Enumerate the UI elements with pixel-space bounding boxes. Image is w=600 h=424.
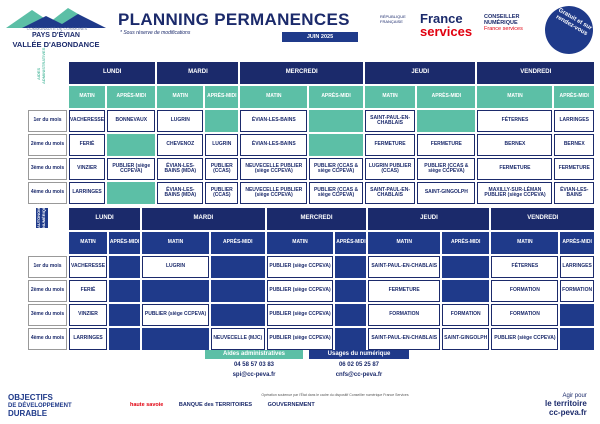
week-label: 2ème du mois — [28, 134, 67, 156]
schedule-cell: LUGRIN PUBLIER (CCAS) — [365, 158, 415, 180]
slot-header: MATIN — [477, 86, 552, 108]
admin-email[interactable]: spi@cc-peva.fr — [232, 372, 276, 378]
schedule-cell: ÉVIAN-LES-BAINS — [240, 110, 307, 132]
table-row — [28, 328, 594, 350]
day-header: JEUDI — [365, 62, 476, 84]
schedule-cell — [417, 110, 475, 132]
schedule-cell: PUBLIER (CCAS & siège CCPEVA) — [309, 182, 363, 204]
schedule-cell: NEUVECELLE PUBLIER (siège CCPEVA) — [240, 158, 307, 180]
corner-cell — [28, 203, 67, 230]
schedule-cell: ÉVIAN-LES-BAINS — [240, 134, 307, 156]
schedule-cell: SAINT-PAUL-EN-CHABLAIS — [368, 328, 439, 350]
page-title: PLANNING PERMANENCES — [118, 10, 350, 29]
day-header: MERCREDI — [240, 62, 362, 84]
slot-header: MATIN — [69, 86, 105, 108]
week-label: 3ème du mois — [28, 158, 67, 180]
schedule-cell — [442, 256, 490, 278]
schedule-cell: CHEVENOZ — [157, 134, 203, 156]
schedule-cell: FERMETURE — [554, 158, 594, 180]
schedule-cell — [560, 304, 594, 326]
schedule-cell — [335, 256, 366, 278]
fs-word1: France — [420, 11, 463, 26]
week-label: 1er du mois — [28, 256, 67, 278]
schedule-cell: LUGRIN — [142, 256, 209, 278]
schedule-cell: PUBLIER (CCAS) — [205, 158, 238, 180]
digital-phone: 06 02 05 25 87 — [338, 362, 380, 368]
free-appointment-badge: Gratuit et sur rendez-vous — [536, 0, 600, 63]
schedule-cell: SAINT-GINGOLPH — [442, 328, 490, 350]
table-row — [28, 182, 594, 204]
schedule-cell — [309, 134, 363, 156]
schedule-cell: PUBLIER (siège CCPEVA) — [267, 328, 334, 350]
schedule-cell: MAXILLY-SUR-LÉMAN PUBLIER (siège CCPEVA) — [477, 182, 552, 204]
schedule-cell — [109, 328, 140, 350]
slot-header: MATIN — [368, 232, 439, 254]
admin-phone: 04 58 57 03 83 — [233, 362, 275, 368]
odd-line3: DURABLE — [8, 409, 48, 418]
schedule-cell — [205, 110, 238, 132]
schedule-cell: PUBLIER (siège CCPEVA) — [267, 280, 334, 302]
corner-cell — [28, 86, 67, 108]
slot-header: APRÈS-MIDI — [335, 232, 366, 254]
table-row — [28, 280, 594, 302]
mountain-icon — [2, 6, 110, 28]
logo-line2: PAYS D'ÉVIAN — [32, 32, 80, 39]
digital-table — [26, 203, 596, 352]
schedule-cell: PUBLIER (siège CCPEVA) — [107, 158, 155, 180]
schedule-cell: LARRINGES — [560, 256, 594, 278]
slot-header: MATIN — [365, 86, 415, 108]
schedule-cell: ÉVIAN-LES-BAINS — [554, 182, 594, 204]
schedule-cell: ÉVIAN-LES-BAINS (MDA) — [157, 182, 203, 204]
schedule-cell — [107, 134, 155, 156]
agir-line1: Agir pour — [562, 393, 587, 399]
table-row — [28, 158, 594, 180]
slot-header: APRÈS-MIDI — [417, 86, 475, 108]
day-header: VENDREDI — [491, 208, 594, 230]
schedule-cell — [335, 304, 366, 326]
day-header: MARDI — [142, 208, 264, 230]
day-header: MERCREDI — [267, 208, 367, 230]
schedule-cell: FERIÉ — [69, 134, 105, 156]
schedule-cell — [211, 256, 265, 278]
day-header: LUNDI — [69, 208, 140, 230]
schedule-cell: VINZIER — [69, 304, 107, 326]
schedule-cell — [560, 328, 594, 350]
schedule-cell: PUBLIER (siège CCPEVA) — [142, 304, 209, 326]
website[interactable]: cc-peva.fr — [549, 408, 587, 417]
week-label: 4ème du mois — [28, 182, 67, 204]
day-header: LUNDI — [69, 62, 155, 84]
schedule-cell: ÉVIAN-LES-BAINS (MDA) — [157, 158, 203, 180]
odd-logo — [8, 394, 72, 418]
slot-header: APRÈS-MIDI — [107, 86, 155, 108]
schedule-cell: FORMATION — [560, 280, 594, 302]
week-label: 4ème du mois — [28, 328, 67, 350]
week-label: 2ème du mois — [28, 280, 67, 302]
slot-header: APRÈS-MIDI — [309, 86, 363, 108]
schedule-cell: LARRINGES — [554, 110, 594, 132]
schedule-cell — [442, 280, 490, 302]
week-label: 1er du mois — [28, 110, 67, 132]
footer-note: Opération soutenue par l'État dans le cadre du dispositif Conseiller numérique France Services — [261, 393, 409, 397]
agir-line2: le territoire — [545, 399, 587, 408]
schedule-cell — [309, 110, 363, 132]
rf-line1: RÉPUBLIQUE — [380, 14, 406, 19]
schedule-cell: LARRINGES — [69, 182, 105, 204]
corner-cell — [28, 47, 67, 84]
admin-side-label: AIDES ADMINISTRATIVES — [36, 47, 46, 84]
day-header: VENDREDI — [477, 62, 594, 84]
schedule-cell: FERMETURE — [368, 280, 439, 302]
admin-table — [26, 47, 596, 206]
cn-line1: CONSEILLER — [484, 14, 520, 20]
slot-header: APRÈS-MIDI — [211, 232, 265, 254]
digital-contact-title: Usages du numérique — [309, 350, 409, 359]
schedule-cell: FORMATION — [368, 304, 439, 326]
schedule-cell: PUBLIER (CCAS) — [205, 182, 238, 204]
rf-logo — [380, 14, 406, 24]
slot-header: MATIN — [142, 232, 209, 254]
digital-side-label: AUTONOMIE NUMÉRIQUE — [36, 203, 46, 228]
schedule-cell — [211, 304, 265, 326]
schedule-cell: FORMATION — [442, 304, 490, 326]
slot-header: MATIN — [267, 232, 334, 254]
schedule-cell — [109, 304, 140, 326]
table-row — [28, 304, 594, 326]
schedule-cell: LUGRIN — [157, 110, 203, 132]
page-subtitle: * Sous réserve de modifications — [120, 30, 191, 36]
schedule-cell: VACHERESSE — [69, 256, 107, 278]
admin-contact-title: Aides administratives — [205, 350, 303, 359]
day-header: JEUDI — [368, 208, 489, 230]
digital-email[interactable]: cnfs@cc-peva.fr — [335, 372, 383, 378]
schedule-cell: NEUVECELLE PUBLIER (siège CCPEVA) — [240, 182, 307, 204]
schedule-cell: FÉTERNES — [477, 110, 552, 132]
fs-word2: services — [420, 24, 473, 39]
schedule-cell: PUBLIER (CCAS & siège CCPEVA) — [309, 158, 363, 180]
france-services-logo — [420, 12, 472, 38]
schedule-cell: SAINT-GINGOLPH — [417, 182, 475, 204]
cn-line2: NUMÉRIQUE — [484, 20, 518, 26]
schedule-cell: FERMETURE — [477, 158, 552, 180]
slot-header: APRÈS-MIDI — [554, 86, 594, 108]
schedule-cell: BERNEX — [554, 134, 594, 156]
schedule-cell: FERMETURE — [365, 134, 415, 156]
schedule-cell: SAINT-PAUL-EN-CHABLAIS — [365, 110, 415, 132]
schedule-cell: VINZIER — [69, 158, 105, 180]
schedule-cell — [211, 280, 265, 302]
rf-line2: FRANÇAISE — [380, 19, 403, 24]
gouvernement-logo: GOUVERNEMENT — [267, 402, 315, 408]
haute-savoie-logo: haute savoie — [130, 402, 164, 408]
cn-line3: France services — [484, 26, 523, 32]
schedule-cell — [109, 256, 140, 278]
slot-header: MATIN — [69, 232, 107, 254]
schedule-cell: VACHERESSE — [69, 110, 105, 132]
slot-header: APRÈS-MIDI — [442, 232, 490, 254]
table-row — [28, 256, 594, 278]
day-header: MARDI — [157, 62, 238, 84]
logo-line3: VALLÉE D'ABONDANCE — [12, 40, 100, 49]
slot-header: APRÈS-MIDI — [109, 232, 140, 254]
schedule-cell: FÉTERNES — [491, 256, 558, 278]
corner-cell — [28, 232, 67, 254]
table-row — [28, 110, 594, 132]
schedule-cell: LUGRIN — [205, 134, 238, 156]
schedule-cell — [142, 280, 209, 302]
odd-line2: DE DÉVELOPPEMENT — [8, 403, 72, 409]
schedule-cell: LARRINGES — [69, 328, 107, 350]
banque-territoires-logo: BANQUE des TERRITOIRES — [178, 402, 253, 408]
schedule-cell — [335, 280, 366, 302]
schedule-cell: BONNEVAUX — [107, 110, 155, 132]
schedule-cell: SAINT-PAUL-EN-CHABLAIS — [365, 182, 415, 204]
schedule-cell: PUBLIER (CCAS & siège CCPEVA) — [417, 158, 475, 180]
schedule-cell: FERIÉ — [69, 280, 107, 302]
schedule-cell — [142, 328, 209, 350]
cc-logo — [2, 6, 110, 50]
schedule-cell — [335, 328, 366, 350]
agir-logo — [545, 392, 587, 417]
slot-header: MATIN — [491, 232, 558, 254]
conseiller-numerique-logo — [484, 14, 523, 32]
odd-line1: OBJECTIFS — [8, 393, 53, 402]
slot-header: APRÈS-MIDI — [205, 86, 238, 108]
schedule-cell: FORMATION — [491, 304, 558, 326]
logo-line1: COMMUNAUTÉ DE COMMUNES — [26, 26, 88, 31]
schedule-cell: PUBLIER (siège CCPEVA) — [267, 256, 334, 278]
month-badge: JUIN 2025 — [282, 32, 358, 42]
slot-header: MATIN — [240, 86, 307, 108]
schedule-cell: FERMETURE — [417, 134, 475, 156]
schedule-cell: FORMATION — [491, 280, 558, 302]
schedule-cell: NEUVECELLE (MJC) — [211, 328, 265, 350]
slot-header: APRÈS-MIDI — [560, 232, 594, 254]
schedule-cell — [107, 182, 155, 204]
schedule-cell: BERNEX — [477, 134, 552, 156]
schedule-cell: PUBLIER (siège CCPEVA) — [491, 328, 558, 350]
schedule-cell: SAINT-PAUL-EN-CHABLAIS — [368, 256, 439, 278]
schedule-cell — [109, 280, 140, 302]
slot-header: MATIN — [157, 86, 203, 108]
schedule-cell: PUBLIER (siège CCPEVA) — [267, 304, 334, 326]
partner-logos — [130, 402, 329, 408]
table-row — [28, 134, 594, 156]
week-label: 3ème du mois — [28, 304, 67, 326]
